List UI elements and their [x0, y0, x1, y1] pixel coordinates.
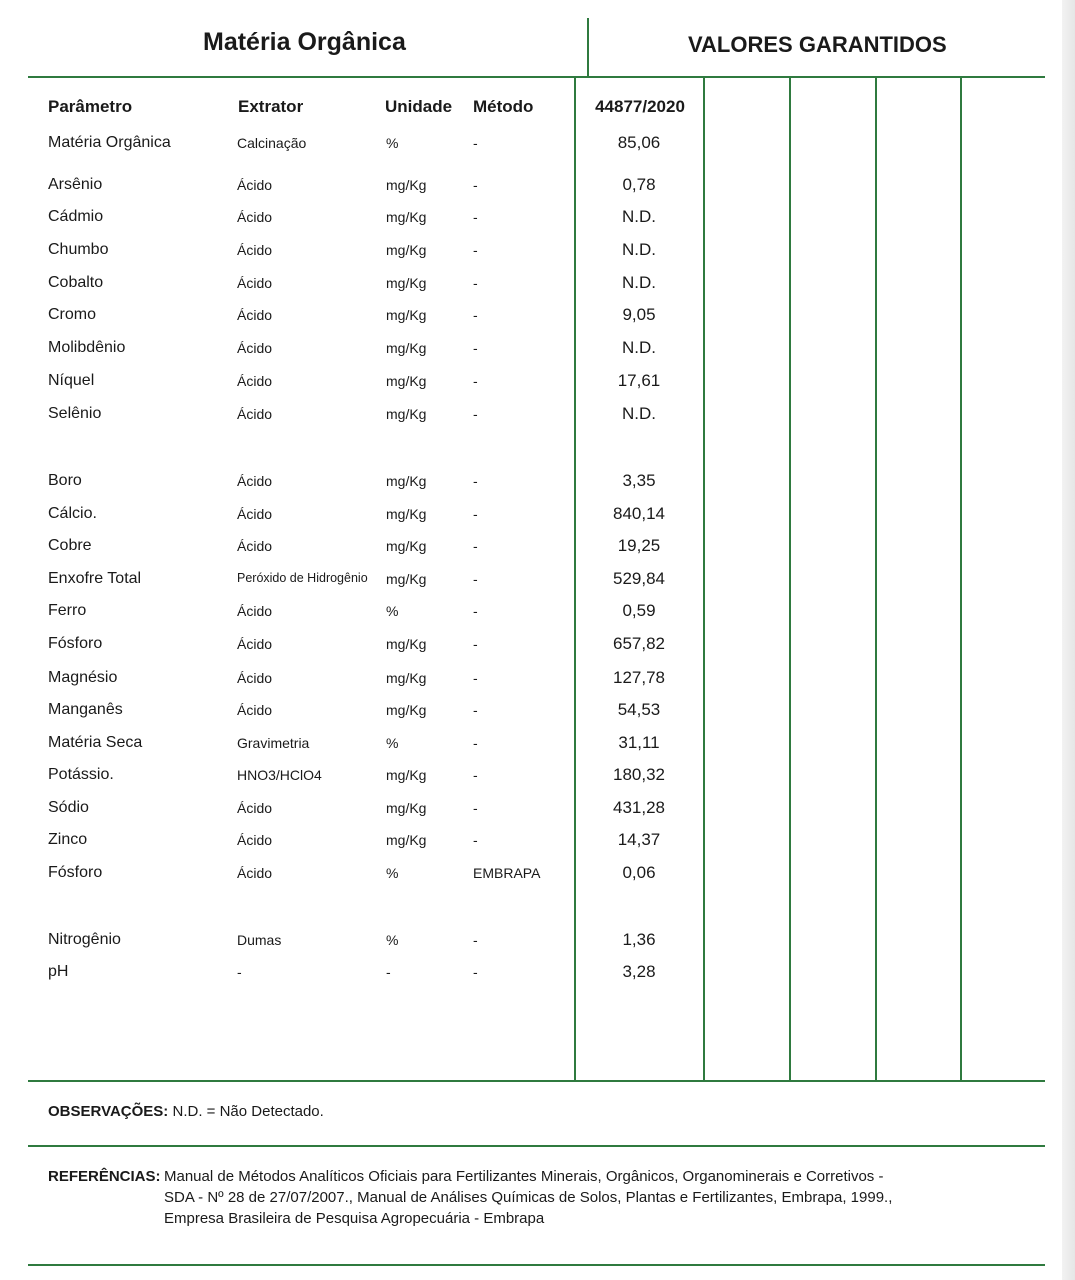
row-value: 0,06 [622, 863, 656, 882]
row-parameter: Potássio. [48, 766, 114, 783]
row-unit: mg/Kg [386, 406, 427, 422]
row-extractor: HNO3/HClO4 [237, 767, 322, 783]
row-unit: mg/Kg [386, 538, 427, 554]
col-header-unit: Unidade [385, 97, 453, 116]
row-extractor: Ácido [237, 473, 273, 489]
row-parameter: pH [48, 963, 69, 980]
header-divider [587, 18, 589, 76]
references-line: Manual de Métodos Analíticos Oficiais para Fertilizantes Minerais, Orgânicos, Organominerais e Corretivos - [164, 1168, 884, 1185]
row-method: - [473, 340, 478, 356]
references-label: REFERÊNCIAS: [48, 1168, 161, 1185]
table-row [0, 798, 700, 822]
table-row [0, 536, 700, 560]
row-unit: mg/Kg [386, 177, 427, 193]
row-method: - [473, 242, 478, 258]
row-unit: % [386, 865, 399, 881]
row-value: 180,32 [613, 765, 665, 784]
row-method: - [473, 538, 478, 554]
row-method: - [473, 307, 478, 323]
row-unit: mg/Kg [386, 636, 427, 652]
guaranteed-values-title: VALORES GARANTIDOS [688, 32, 947, 57]
col-header-extractor: Extrator [238, 97, 304, 116]
row-extractor: Ácido [237, 603, 273, 619]
table-bottom-rule [28, 1080, 1045, 1082]
row-unit: mg/Kg [386, 767, 427, 783]
observations-text: N.D. = Não Detectado. [172, 1103, 324, 1120]
table-row [0, 471, 700, 495]
row-unit: mg/Kg [386, 571, 427, 587]
row-method: - [473, 702, 478, 718]
row-parameter: Chumbo [48, 241, 109, 258]
row-unit: mg/Kg [386, 242, 427, 258]
row-value: 127,78 [613, 668, 665, 687]
row-extractor: Ácido [237, 275, 273, 291]
row-value: 0,78 [622, 175, 656, 194]
table-row [0, 371, 700, 395]
row-value: 9,05 [622, 305, 656, 324]
row-unit: mg/Kg [386, 506, 427, 522]
row-parameter: Fósforo [48, 864, 103, 881]
row-unit: mg/Kg [386, 275, 427, 291]
row-parameter: Matéria Seca [48, 734, 143, 751]
row-unit: % [386, 932, 399, 948]
row-parameter: Molibdênio [48, 339, 126, 356]
row-extractor: Ácido [237, 242, 273, 258]
row-parameter: Cádmio [48, 208, 104, 225]
table-row [0, 338, 700, 362]
row-method: - [473, 135, 478, 151]
row-value: 31,11 [618, 733, 660, 752]
col-divider-5 [960, 76, 962, 1082]
row-extractor: Peróxido de Hidrogênio [237, 571, 368, 585]
references-text [164, 1166, 964, 1229]
row-parameter: Selênio [48, 405, 102, 422]
row-method: - [473, 506, 478, 522]
row-parameter: Cobre [48, 537, 92, 554]
table-row [0, 668, 700, 692]
row-value: 529,84 [613, 569, 665, 588]
row-method: - [473, 932, 478, 948]
row-extractor: Ácido [237, 406, 273, 422]
row-method: - [473, 603, 478, 619]
row-value: 1,36 [622, 930, 656, 949]
page-edge-shadow [1062, 0, 1075, 1280]
row-extractor: Ácido [237, 832, 273, 848]
row-extractor: Ácido [237, 636, 273, 652]
row-value: 3,28 [622, 962, 656, 981]
row-parameter: Sódio [48, 799, 89, 816]
col-header-param: Parâmetro [48, 97, 133, 116]
row-method: - [473, 636, 478, 652]
row-extractor: Ácido [237, 538, 273, 554]
row-extractor: Dumas [237, 932, 282, 948]
row-value: 85,06 [617, 133, 661, 152]
row-extractor: Ácido [237, 177, 273, 193]
row-parameter: Matéria Orgânica [48, 134, 171, 151]
row-unit: mg/Kg [386, 209, 427, 225]
row-unit: - [386, 964, 391, 980]
col-divider-2 [703, 76, 705, 1082]
row-unit: mg/Kg [386, 800, 427, 816]
row-unit: mg/Kg [386, 340, 427, 356]
col-header-method: Método [473, 97, 534, 116]
table-row [0, 830, 700, 854]
table-row [0, 404, 700, 428]
row-parameter: Fósforo [48, 635, 103, 652]
row-value: 431,28 [613, 798, 665, 817]
row-unit: % [386, 735, 399, 751]
row-parameter: Cromo [48, 306, 97, 323]
observations-label: OBSERVAÇÕES: [48, 1103, 169, 1120]
row-value: N.D. [622, 273, 656, 292]
table-row [0, 765, 700, 789]
row-extractor: Ácido [237, 307, 273, 323]
references-line: SDA - Nº 28 de 27/07/2007., Manual de Análises Químicas de Solos, Plantas e Fertilizantes, Embrapa, 1999., [164, 1189, 893, 1206]
row-parameter: Boro [48, 472, 82, 489]
row-value: N.D. [622, 240, 656, 259]
row-parameter: Nitrogênio [48, 931, 121, 948]
observations [48, 1103, 324, 1120]
row-unit: % [386, 603, 399, 619]
row-parameter: Níquel [48, 372, 95, 389]
table-row [0, 700, 700, 724]
row-extractor: Gravimetria [237, 735, 310, 751]
row-value: 840,14 [613, 504, 665, 523]
table-row [0, 504, 700, 528]
row-parameter: Manganês [48, 701, 123, 718]
row-unit: mg/Kg [386, 832, 427, 848]
table-row [0, 863, 700, 887]
row-value: 54,53 [617, 700, 661, 719]
table-row [0, 569, 700, 593]
row-method: - [473, 571, 478, 587]
table-row [0, 133, 700, 157]
header-rule [28, 76, 1045, 78]
row-unit: mg/Kg [386, 307, 427, 323]
table-row [0, 305, 700, 329]
row-extractor: Ácido [237, 340, 273, 356]
references-line: Empresa Brasileira de Pesquisa Agropecuária - Embrapa [164, 1210, 545, 1227]
row-value: N.D. [622, 338, 656, 357]
row-method: - [473, 373, 478, 389]
row-parameter: Cobalto [48, 274, 104, 291]
row-method: - [473, 832, 478, 848]
row-value: 14,37 [617, 830, 661, 849]
row-extractor: Calcinação [237, 135, 307, 151]
table-row [0, 733, 700, 757]
col-divider-3 [789, 76, 791, 1082]
row-parameter: Enxofre Total [48, 570, 142, 587]
row-extractor: Ácido [237, 209, 273, 225]
row-unit: mg/Kg [386, 670, 427, 686]
table-row [0, 175, 700, 199]
row-method: - [473, 767, 478, 783]
row-extractor: Ácido [237, 702, 273, 718]
row-method: - [473, 406, 478, 422]
row-extractor: Ácido [237, 800, 273, 816]
row-extractor: Ácido [237, 865, 273, 881]
table-row [0, 634, 700, 658]
row-parameter: Magnésio [48, 669, 118, 686]
row-method: - [473, 735, 478, 751]
row-extractor: Ácido [237, 670, 273, 686]
row-value: 17,61 [617, 371, 661, 390]
row-value: N.D. [622, 207, 656, 226]
row-method: - [473, 964, 478, 980]
row-unit: % [386, 135, 399, 151]
row-value: 0,59 [622, 601, 656, 620]
table-row [0, 207, 700, 231]
row-extractor: - [237, 964, 242, 980]
footer-rule [28, 1264, 1045, 1266]
col-header-sample: 44877/2020 [595, 97, 685, 116]
row-method: - [473, 209, 478, 225]
table-row [0, 601, 700, 625]
col-divider-4 [875, 76, 877, 1082]
row-parameter: Cálcio. [48, 505, 97, 522]
row-method: - [473, 473, 478, 489]
row-value: 19,25 [617, 536, 661, 555]
row-value: 3,35 [622, 471, 656, 490]
row-method: - [473, 275, 478, 291]
table-row [0, 962, 700, 986]
row-parameter: Zinco [48, 831, 88, 848]
row-method: - [473, 670, 478, 686]
table-row [0, 930, 700, 954]
row-extractor: Ácido [237, 506, 273, 522]
row-unit: mg/Kg [386, 702, 427, 718]
row-method: - [473, 800, 478, 816]
table-row [0, 240, 700, 264]
observations-rule [28, 1145, 1045, 1147]
row-value: N.D. [622, 404, 656, 423]
row-value: 657,82 [613, 634, 665, 653]
row-parameter: Ferro [48, 602, 87, 619]
row-extractor: Ácido [237, 373, 273, 389]
document-title: Matéria Orgânica [203, 28, 406, 56]
row-unit: mg/Kg [386, 473, 427, 489]
row-parameter: Arsênio [48, 176, 103, 193]
row-method: - [473, 177, 478, 193]
table-row [0, 273, 700, 297]
row-method: EMBRAPA [473, 865, 541, 881]
row-unit: mg/Kg [386, 373, 427, 389]
